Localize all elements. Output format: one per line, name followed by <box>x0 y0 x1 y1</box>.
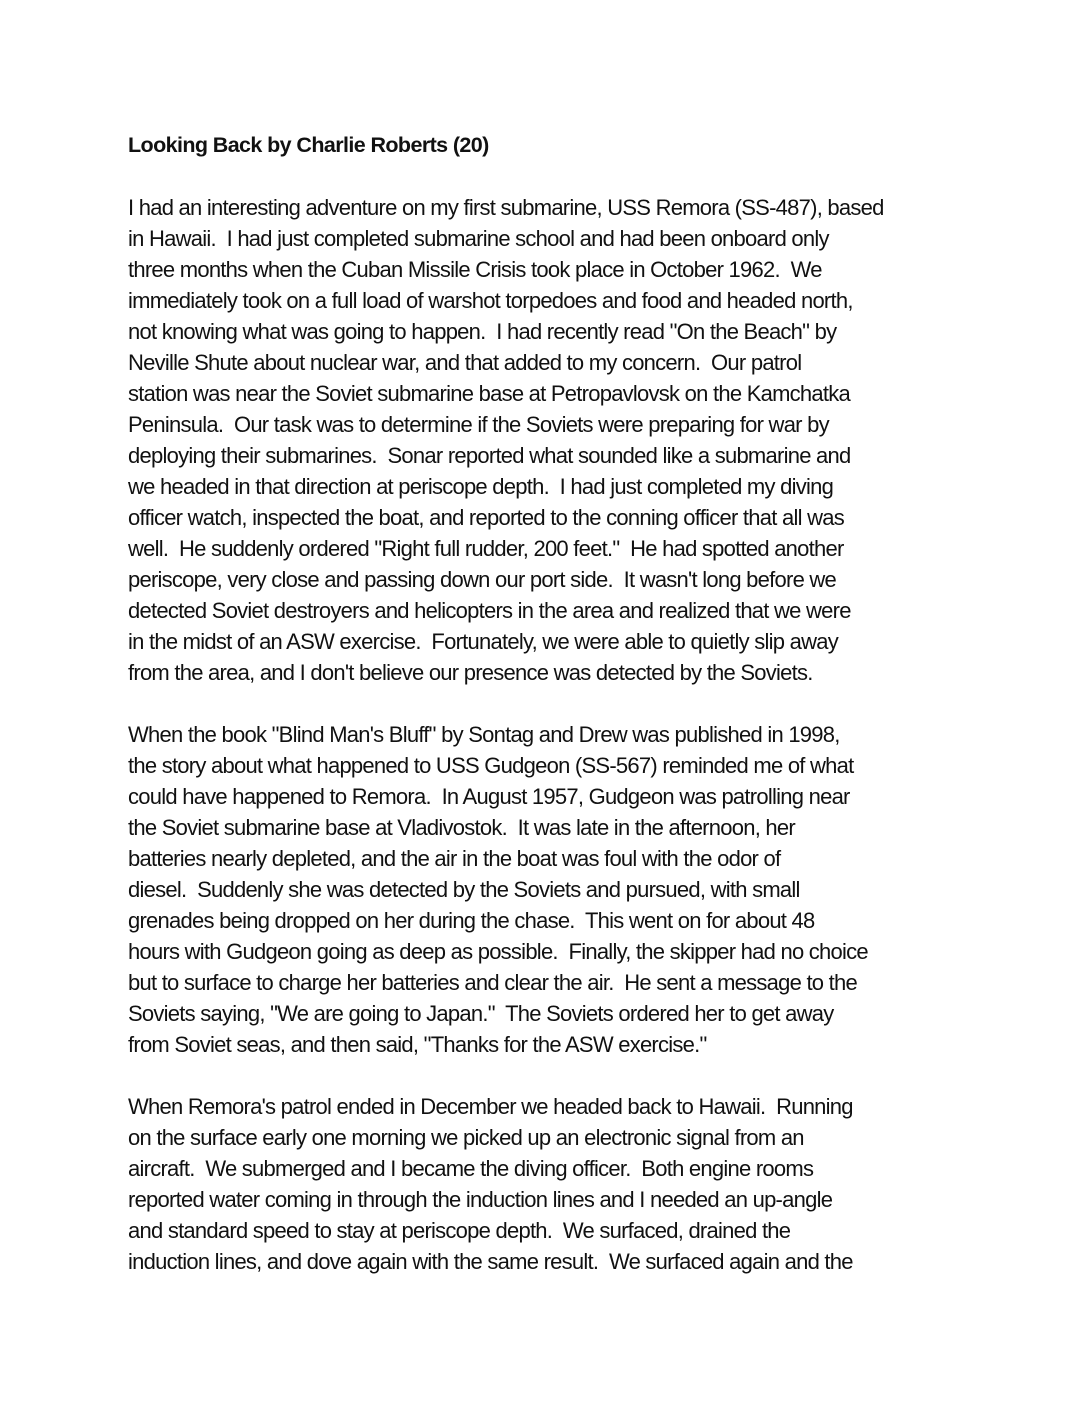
text-line: diesel. Suddenly she was detected by the Soviets and pursued, with small <box>128 877 800 902</box>
text-line: Soviets saying, "We are going to Japan." The Soviets ordered her to get away <box>128 1001 834 1026</box>
text-line: the Soviet submarine base at Vladivostok. It was late in the afternoon, her <box>128 815 795 840</box>
text-line: grenades being dropped on her during the chase. This went on for about 48 <box>128 908 815 933</box>
text-line: well. He suddenly ordered "Right full rudder, 200 feet." He had spotted another <box>128 536 844 561</box>
text-line: on the surface early one morning we picked up an electronic signal from an <box>128 1125 804 1150</box>
paragraph-1 <box>128 192 968 688</box>
text-line: from Soviet seas, and then said, "Thanks for the ASW exercise." <box>128 1032 707 1057</box>
text-line: deploying their submarines. Sonar reported what sounded like a submarine and <box>128 443 851 468</box>
text-line: hours with Gudgeon going as deep as possible. Finally, the skipper had no choice <box>128 939 868 964</box>
text-line: Peninsula. Our task was to determine if the Soviets were preparing for war by <box>128 412 829 437</box>
text-line: aircraft. We submerged and I became the diving officer. Both engine rooms <box>128 1156 814 1181</box>
text-line: induction lines, and dove again with the same result. We surfaced again and the <box>128 1249 853 1274</box>
text-line: I had an interesting adventure on my first submarine, USS Remora (SS-487), based <box>128 195 884 220</box>
text-line: station was near the Soviet submarine base at Petropavlovsk on the Kamchatka <box>128 381 850 406</box>
paragraph-2 <box>128 719 968 1060</box>
text-line: officer watch, inspected the boat, and reported to the conning officer that all was <box>128 505 844 530</box>
spacer <box>128 688 968 719</box>
text-line: not knowing what was going to happen. I had recently read "On the Beach" by <box>128 319 837 344</box>
text-line: three months when the Cuban Missile Crisis took place in October 1962. We <box>128 257 822 282</box>
text-line: When Remora's patrol ended in December we headed back to Hawaii. Running <box>128 1094 853 1119</box>
text-line: periscope, very close and passing down our port side. It wasn't long before we <box>128 567 837 592</box>
text-line: immediately took on a full load of warshot torpedoes and food and headed north, <box>128 288 853 313</box>
text-line: in Hawaii. I had just completed submarine school and had been onboard only <box>128 226 829 251</box>
text-line: could have happened to Remora. In August 1957, Gudgeon was patrolling near <box>128 784 850 809</box>
text-line: from the area, and I don't believe our presence was detected by the Soviets. <box>128 660 813 685</box>
text-line: Neville Shute about nuclear war, and that added to my concern. Our patrol <box>128 350 802 375</box>
document-body <box>128 130 968 1277</box>
text-line: detected Soviet destroyers and helicopters in the area and realized that we were <box>128 598 851 623</box>
text-line: we headed in that direction at periscope depth. I had just completed my diving <box>128 474 834 499</box>
text-line: batteries nearly depleted, and the air in the boat was foul with the odor of <box>128 846 781 871</box>
text-line: in the midst of an ASW exercise. Fortunately, we were able to quietly slip away <box>128 629 838 654</box>
spacer <box>128 1060 968 1091</box>
text-line: When the book "Blind Man's Bluff" by Sontag and Drew was published in 1998, <box>128 722 840 747</box>
text-line: reported water coming in through the induction lines and I needed an up-angle <box>128 1187 833 1212</box>
paragraph-3 <box>128 1091 968 1277</box>
document-title: Looking Back by Charlie Roberts (20) <box>128 133 489 157</box>
text-line: and standard speed to stay at periscope depth. We surfaced, drained the <box>128 1218 791 1243</box>
text-line: the story about what happened to USS Gudgeon (SS-567) reminded me of what <box>128 753 854 778</box>
spacer <box>128 161 968 192</box>
text-line: but to surface to charge her batteries and clear the air. He sent a message to the <box>128 970 857 995</box>
